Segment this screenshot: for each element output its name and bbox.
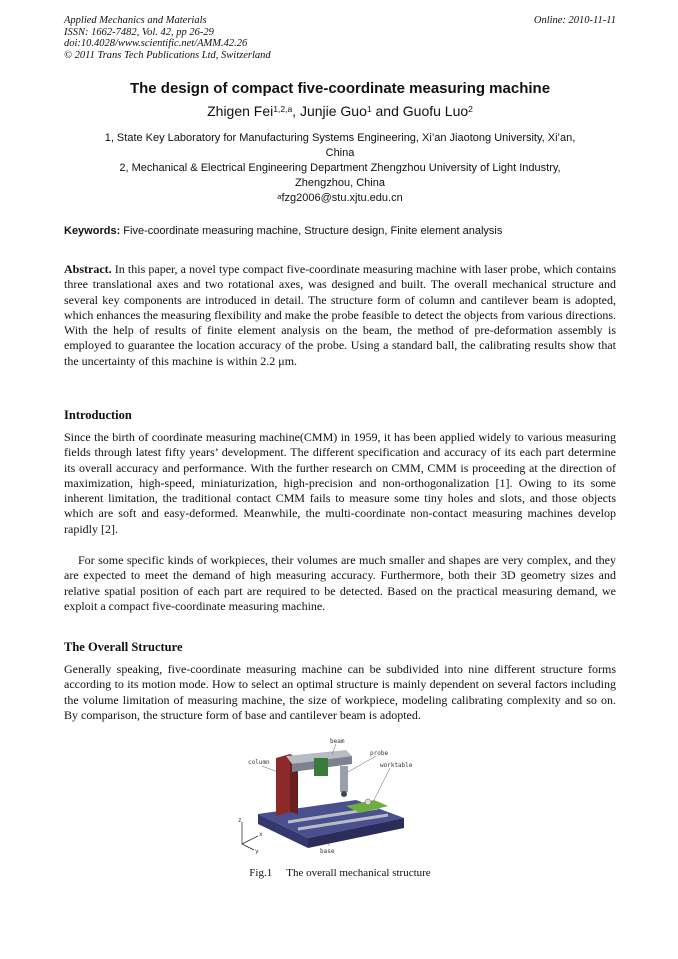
author-affiliation-mark: 2 [468,104,473,114]
author-separator: and [371,103,403,119]
abstract [64,262,616,369]
journal-doi: doi:10.4028/www.scientific.net/AMM.42.26 [64,38,248,49]
probe-head [341,791,347,797]
affiliation-2-line-1: 2, Mechanical & Electrical Engineering Department Zhengzhou University of Light Industry, [119,162,561,174]
keywords-text: Five-coordinate measuring machine, Structure design, Finite element analysis [120,225,503,237]
author-name: Zhigen Fei [207,103,274,119]
x-axis-label: x [259,831,263,838]
callout-line [262,766,278,772]
abstract-text: In this paper, a novel type compact five-coordinate measuring machine with laser probe, which contains three translational axes and two rotational axes, was designed and built. The overall mechanical structure and several key components are introduced in detail. The structure form of column and cantilever beam is adopted, which enhances the measuring flexibility and make the probe feasible to detect the objects from various directions. With the help of results of finite element analysis on the beam, the method of pre-deformation assembly is employed to guarantee the location accuracy of the probe. Using a standard ball, the calibrating results show that the uncertainty of this machine is within 2.2 μm. [64,262,616,368]
y-axis-arrow [242,844,254,850]
callout-line [374,768,390,800]
keywords-label: Keywords: [64,225,121,237]
calibration-ball [365,799,371,805]
introduction-heading: Introduction [64,408,132,422]
x-axis-arrow [242,836,258,844]
callout-line [348,756,376,772]
author-affiliation-mark: 1,2,a [273,104,293,114]
journal-header [64,15,616,61]
author-affiliation-mark: 1 [366,104,372,114]
abstract-label: Abstract. [64,262,112,276]
affiliation-2-line-2: Zhengzhou, China [295,176,385,189]
label-beam: beam [330,738,345,745]
journal-issn: ISSN: 1662-7482, Vol. 42, pp 26-29 [64,26,214,38]
machine-probe [340,766,348,792]
author-name: Junjie Guo [299,103,367,119]
journal-copyright: © 2011 Trans Tech Publications Ltd, Switzerland [64,49,271,61]
label-probe: probe [370,750,389,757]
author-name: Guofu Luo [402,103,469,119]
email-mark: a [277,191,282,201]
figure-caption-text: The overall mechanical structure [286,867,431,879]
label-worktable: worktable [380,762,413,769]
online-date: Online: 2010-11-11 [533,15,616,26]
email-address: fzg2006@stu.xjtu.edu.cn [281,191,403,204]
figure-number: Fig.1 [249,867,273,879]
paper-title: The design of compact five-coordinate measuring machine [129,80,551,97]
machine-column [276,754,290,816]
author-list [64,102,616,120]
author-email [74,191,606,206]
figure-caption [64,866,616,880]
affiliation-1 [74,131,606,161]
keywords [64,224,616,238]
overall-structure-paragraph: Generally speaking, five-coordinate measuring machine can be subdivided into nine different structure forms according to its motion mode. How to select an optimal structure is mainly dependent on several factors including the volume limitation of measuring machine, the size of workpiece, modeling calibrating complexity and so on. By comparison, the structure form of base and cantilever beam is adopted. [64,662,616,722]
introduction-paragraph-2: For some specific kinds of workpieces, their volumes are much smaller and shapes are very complex, and they are expected to meet the demand of high measuring accuracy. Furthermore, both their 3D geometry sizes and relative spatial position of each part are required to be detected. Based on the practical measuring demand, we exploit a compact five-coordinate measuring machine. [64,553,616,613]
beam-carriage [314,758,328,776]
machine-structure-figure [228,736,428,854]
overall-structure-heading: The Overall Structure [64,640,183,654]
author-separator: , [292,103,300,119]
affiliation-1-line-2: China [325,146,355,159]
y-axis-label: y [255,848,259,854]
z-axis-label: z [238,817,242,824]
label-column: column [248,759,270,766]
introduction-paragraph-1: Since the birth of coordinate measuring machine(CMM) in 1959, it has been applied widely to various measuring fields through latest fifty years’ development. The different specification and accuracy of its each part determine its overall accuracy and performance. With the further research on CMM, CMM is proceeding at the direction of maximization, high-speed, miniaturization, high-precision and non-orthogonalization [1]. Owing to its some inherent limitation, the traditional contact CMM fails to measure some tiny holes and slots, and those objects which are soft and easy-deformed. Meanwhile, the multi-coordinate non-contact measuring machines develop rapidly [2]. [64,430,616,536]
label-base: base [320,848,335,854]
affiliation-1-line-1: 1, State Key Laboratory for Manufacturing Systems Engineering, Xi’an Jiaotong University, Xi’an, [104,132,576,144]
affiliation-2 [74,161,606,205]
journal-name: Applied Mechanics and Materials [64,15,207,26]
